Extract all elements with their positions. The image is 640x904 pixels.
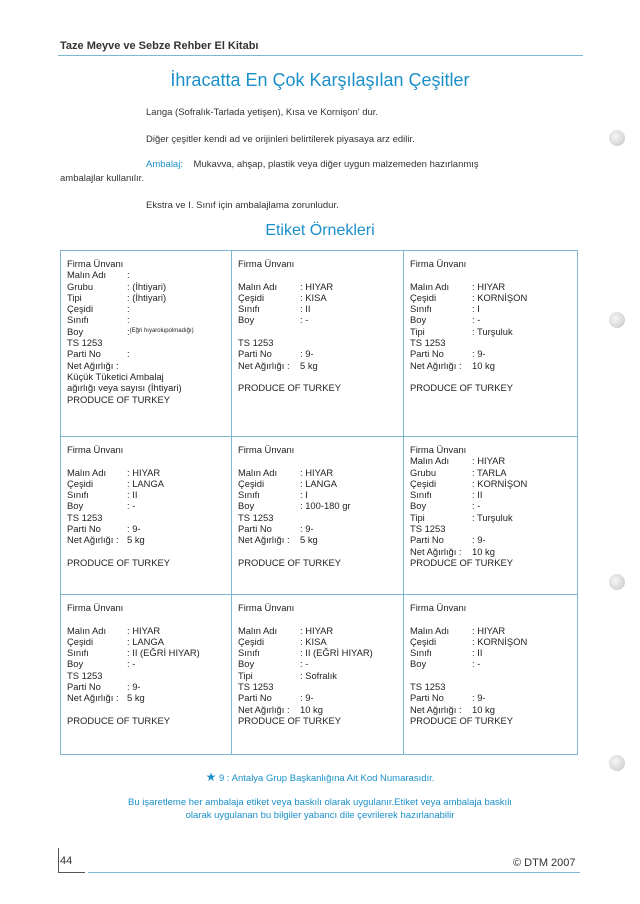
label-line xyxy=(238,478,397,489)
label-field-name: Boy xyxy=(410,314,427,326)
label-field-name: TS 1253 xyxy=(67,511,103,523)
label-line xyxy=(67,625,225,636)
label-field-name: Firma Ünvanı xyxy=(238,258,295,269)
label-line xyxy=(67,523,225,534)
label-field-value: : LANGA xyxy=(300,477,337,489)
label-field-name: TS 1253 xyxy=(67,669,103,681)
label-line xyxy=(238,704,397,715)
label-field-name: Firma Ünvanı xyxy=(67,258,124,269)
label-field-value: : II (EĞRİ HIYAR) xyxy=(300,647,373,659)
label-field-name: Parti No xyxy=(238,692,272,704)
label-line xyxy=(238,467,397,478)
label-field-value: : 9- xyxy=(127,681,141,693)
label-line xyxy=(410,382,571,393)
binder-hole-4 xyxy=(609,755,625,771)
label-field-value: 5 kg xyxy=(300,534,318,546)
label-field-name: Parti No xyxy=(67,348,101,360)
label-field-value: : (İhtiyari) xyxy=(127,280,167,292)
label-field-value: : I xyxy=(300,489,308,501)
label-line xyxy=(67,269,225,280)
label-field-value: : KORNİŞON xyxy=(472,291,528,303)
label-field-value: 5 kg xyxy=(300,359,318,371)
label-field-value: : HIYAR xyxy=(127,466,161,478)
paragraph-packaging xyxy=(146,159,479,170)
label-field-name: Çeşidi xyxy=(67,635,94,647)
label-field-value: : HIYAR xyxy=(300,466,334,478)
label-field-name: Boy xyxy=(238,314,255,326)
label-field-name: Grubu xyxy=(410,466,437,478)
label-line xyxy=(238,636,397,647)
label-line xyxy=(238,647,397,658)
label-field-name: PRODUCE OF TURKEY xyxy=(410,714,513,726)
label-line xyxy=(238,444,397,455)
label-field-name: Firma Ünvanı xyxy=(410,444,467,455)
label-field-note: (Eğri hıyarolupolmadığı) xyxy=(129,327,194,334)
label-line xyxy=(67,467,225,478)
label-field-value: : HIYAR xyxy=(300,280,334,292)
paragraph-varieties: Langa (Sofralık-Tarlada yetişen), Kısa ve Kornişon' dur. xyxy=(146,107,379,118)
section-title: Etiket Örnekleri xyxy=(265,222,375,239)
label-field-value: : - xyxy=(127,658,136,670)
label-field-name: Firma Ünvanı xyxy=(67,444,124,455)
label-field-value: : - xyxy=(300,314,309,326)
label-field-name: Parti No xyxy=(238,523,272,535)
label-field-name: PRODUCE OF TURKEY xyxy=(238,382,341,394)
label-line xyxy=(67,613,225,624)
star-icon: ★ xyxy=(205,770,217,784)
label-line xyxy=(67,303,225,314)
label-card xyxy=(404,251,577,437)
label-field-value: : II xyxy=(472,489,483,501)
label-line xyxy=(238,692,397,703)
label-field-name: Sınıfı xyxy=(410,489,432,501)
copyright: © DTM 2007 xyxy=(513,857,576,869)
label-field-name: Malın Adı xyxy=(67,269,107,281)
label-line xyxy=(67,371,225,382)
label-line xyxy=(67,337,225,348)
label-field-value: : - xyxy=(472,500,481,512)
label-field-value: : - xyxy=(472,314,481,326)
label-field-name: Boy xyxy=(67,658,84,670)
label-card xyxy=(232,251,404,437)
label-line xyxy=(410,546,571,557)
label-line xyxy=(238,337,397,348)
label-field-name: TS 1253 xyxy=(238,337,274,349)
label-field-name: Sınıfı xyxy=(67,647,89,659)
label-line xyxy=(67,326,225,337)
label-field-value: 5 kg xyxy=(127,534,145,546)
label-field-value: : HIYAR xyxy=(472,455,506,467)
label-line xyxy=(238,602,397,613)
label-field-name: Net Ağırlığı : xyxy=(238,534,290,546)
label-line xyxy=(410,557,571,568)
label-field-name: Parti No xyxy=(410,534,444,546)
label-line xyxy=(67,692,225,703)
label-field-value: : 9- xyxy=(472,692,486,704)
label-line xyxy=(67,281,225,292)
label-field-name: PRODUCE OF TURKEY xyxy=(67,393,170,405)
label-line xyxy=(410,636,571,647)
label-card xyxy=(61,251,232,437)
label-line xyxy=(238,281,397,292)
label-field-name: Net Ağırlığı : xyxy=(238,359,290,371)
label-field-name: Sınıfı xyxy=(67,314,89,326)
label-field-name: Çeşidi xyxy=(410,635,437,647)
label-line xyxy=(410,647,571,658)
label-field-name: Malın Adı xyxy=(67,624,107,636)
label-line xyxy=(67,314,225,325)
page-title: İhracatta En Çok Karşılaşılan Çeşitler xyxy=(170,70,470,90)
label-line xyxy=(238,715,397,726)
footer-text-line-2: olarak uygulanan bu bilgiler yabancı dile çevrilerek hazırlanabilir xyxy=(185,810,455,821)
label-line xyxy=(410,523,571,534)
label-card xyxy=(404,595,577,754)
label-field-value: : HIYAR xyxy=(127,624,161,636)
label-field-name: Net Ağırlığı : xyxy=(410,359,462,371)
label-line xyxy=(410,715,571,726)
label-field-value: : 9- xyxy=(300,348,314,360)
label-field-name: Çeşidi xyxy=(238,635,265,647)
label-field-name: TS 1253 xyxy=(410,523,446,535)
label-field-name: Parti No xyxy=(238,348,272,360)
label-field-value: : 9- xyxy=(472,348,486,360)
label-field-value: 10 kg xyxy=(300,703,323,715)
label-field-name: TS 1253 xyxy=(238,681,274,693)
label-line xyxy=(238,500,397,511)
label-field-name: Boy xyxy=(410,658,427,670)
label-field-name: Net Ağırlığı : xyxy=(238,703,290,715)
label-field-value: : - xyxy=(127,500,136,512)
label-line xyxy=(67,546,225,557)
label-line xyxy=(410,371,571,382)
label-field-value: : KISA xyxy=(300,291,327,303)
paragraph-packaging-continued: ambalajlar kullanılır. xyxy=(60,173,144,184)
label-line xyxy=(410,704,571,715)
label-line xyxy=(238,326,397,337)
label-field-value: : xyxy=(127,348,130,360)
label-field-name: Boy xyxy=(238,500,255,512)
footer-divider xyxy=(88,872,580,873)
label-field-name: Firma Ünvanı xyxy=(67,602,124,613)
label-field-name: Sınıfı xyxy=(238,489,260,501)
label-field-value: : KORNİŞON xyxy=(472,635,528,647)
label-line xyxy=(238,258,397,269)
label-field-name: Çeşidi xyxy=(410,291,437,303)
label-field-name: Net Ağırlığı : xyxy=(410,545,462,557)
label-field-name: Çeşidi xyxy=(67,303,94,315)
label-line xyxy=(238,348,397,359)
label-field-value: : LANGA xyxy=(127,477,164,489)
label-field-name: Malın Adı xyxy=(238,466,278,478)
label-field-value: : 9- xyxy=(472,534,486,546)
label-line xyxy=(238,670,397,681)
label-field-name: Sınıfı xyxy=(410,303,432,315)
label-line xyxy=(410,489,571,500)
label-line xyxy=(410,258,571,269)
label-field-value: : HIYAR xyxy=(472,280,506,292)
label-card xyxy=(404,437,577,595)
label-field-name: Boy xyxy=(67,325,84,337)
label-field-name: Malın Adı xyxy=(238,624,278,636)
label-line xyxy=(410,602,571,613)
label-line xyxy=(238,625,397,636)
label-field-name: PRODUCE OF TURKEY xyxy=(67,714,170,726)
label-line xyxy=(238,455,397,466)
label-line xyxy=(410,625,571,636)
label-line xyxy=(410,681,571,692)
label-line xyxy=(410,269,571,280)
label-field-value: : - xyxy=(472,658,481,670)
label-field-value: 10 kg xyxy=(472,545,495,557)
code-note xyxy=(0,770,640,784)
label-line xyxy=(410,613,571,624)
label-field-value: : 100-180 gr xyxy=(300,500,351,512)
label-card xyxy=(61,595,232,754)
label-field-value: : xyxy=(127,314,130,326)
label-line xyxy=(410,326,571,337)
label-line xyxy=(410,534,571,545)
label-field-name: PRODUCE OF TURKEY xyxy=(410,556,513,568)
binder-hole-3 xyxy=(609,574,625,590)
label-field-name: Sınıfı xyxy=(238,303,260,315)
packaging-label: Ambalaj: xyxy=(146,159,183,170)
label-line xyxy=(67,557,225,568)
label-line xyxy=(67,670,225,681)
label-field-value: : II xyxy=(300,303,311,315)
label-line xyxy=(67,715,225,726)
binder-hole-2 xyxy=(609,312,625,328)
label-field-name: Parti No xyxy=(410,348,444,360)
label-card xyxy=(232,595,404,754)
label-line xyxy=(67,348,225,359)
label-field-value: : Sofralık xyxy=(300,669,337,681)
label-field-value: : 9- xyxy=(300,692,314,704)
label-line xyxy=(67,444,225,455)
label-field-name: Firma Ünvanı xyxy=(410,258,467,269)
binder-hole-1 xyxy=(609,130,625,146)
header-divider xyxy=(58,55,583,56)
label-field-name: PRODUCE OF TURKEY xyxy=(238,714,341,726)
label-line xyxy=(67,394,225,405)
label-line xyxy=(238,489,397,500)
label-field-name: Küçük Tüketici Ambalaj xyxy=(67,370,164,382)
label-line xyxy=(238,382,397,393)
label-card xyxy=(61,437,232,595)
label-line xyxy=(238,681,397,692)
label-line xyxy=(67,681,225,692)
label-card xyxy=(232,437,404,595)
label-field-value: : - xyxy=(300,658,309,670)
label-field-name: Malın Adı xyxy=(410,280,450,292)
label-field-name: Net Ağırlığı : xyxy=(67,534,119,546)
label-line xyxy=(410,455,571,466)
label-field-name: ağırlığı veya sayısı (İhtiyari) xyxy=(67,382,182,394)
label-line xyxy=(238,546,397,557)
label-field-name: PRODUCE OF TURKEY xyxy=(410,382,513,394)
label-line xyxy=(238,658,397,669)
label-field-name: Malın Adı xyxy=(238,280,278,292)
paragraph-other-varieties: Diğer çeşitler kendi ad ve orijinleri belirtilerek piyasaya arz edilir. xyxy=(146,134,415,145)
label-field-name: Net Ağırlığı : xyxy=(67,359,119,371)
label-field-name: Malın Adı xyxy=(410,455,450,467)
label-field-value: 5 kg xyxy=(127,692,145,704)
label-line xyxy=(410,303,571,314)
label-line xyxy=(410,467,571,478)
label-line xyxy=(67,512,225,523)
label-field-name: TS 1253 xyxy=(238,511,274,523)
label-field-name: Net Ağırlığı : xyxy=(67,692,119,704)
label-line xyxy=(410,512,571,523)
label-line xyxy=(238,314,397,325)
label-field-value: : II xyxy=(472,647,483,659)
label-field-value: : 9- xyxy=(127,523,141,535)
label-line xyxy=(67,360,225,371)
label-line xyxy=(238,269,397,280)
label-field-name: Malın Adı xyxy=(410,624,450,636)
label-line xyxy=(238,534,397,545)
label-field-value: : I xyxy=(472,303,480,315)
label-line xyxy=(238,303,397,314)
label-field-name: Çeşidi xyxy=(238,477,265,489)
label-field-name: Sınıfı xyxy=(410,647,432,659)
label-line xyxy=(410,292,571,303)
label-line xyxy=(410,478,571,489)
label-field-value: 10 kg xyxy=(472,359,495,371)
label-field-name: TS 1253 xyxy=(67,337,103,349)
label-field-name: Malın Adı xyxy=(67,466,107,478)
label-field-name: Firma Ünvanı xyxy=(238,602,295,613)
label-field-name: Firma Ünvanı xyxy=(410,602,467,613)
label-field-name: PRODUCE OF TURKEY xyxy=(238,556,341,568)
label-field-name: Boy xyxy=(410,500,427,512)
label-field-name: Sınıfı xyxy=(238,647,260,659)
label-field-name: Çeşidi xyxy=(67,477,94,489)
label-field-value: : xyxy=(127,303,130,315)
label-line xyxy=(67,382,225,393)
label-line xyxy=(67,258,225,269)
label-line xyxy=(67,647,225,658)
label-field-name: PRODUCE OF TURKEY xyxy=(67,556,170,568)
label-field-name: Grubu xyxy=(67,280,94,292)
packaging-text: Mukavva, ahşap, plastik veya diğer uygun malzemeden hazırlanmış xyxy=(193,159,479,170)
label-field-value: : xyxy=(127,325,130,337)
label-field-name: TS 1253 xyxy=(410,681,446,693)
label-line xyxy=(410,500,571,511)
label-line xyxy=(67,455,225,466)
label-line xyxy=(238,371,397,382)
paragraph-mandatory-packaging: Ekstra ve I. Sınıf için ambalajlama zorunludur. xyxy=(146,200,339,211)
label-line xyxy=(410,314,571,325)
label-line xyxy=(238,557,397,568)
label-line xyxy=(238,292,397,303)
page-number: 44 xyxy=(60,855,73,867)
label-line xyxy=(410,281,571,292)
label-field-value: : xyxy=(127,269,130,281)
label-field-value: : KISA xyxy=(300,635,327,647)
label-field-name: TS 1253 xyxy=(410,337,446,349)
label-field-value: : HIYAR xyxy=(472,624,506,636)
label-examples-grid xyxy=(60,250,578,755)
label-field-name: Firma Ünvanı xyxy=(238,444,295,455)
label-field-name: Tipi xyxy=(67,291,82,303)
label-field-name: Tipi xyxy=(238,669,253,681)
label-line xyxy=(67,489,225,500)
label-field-name: Parti No xyxy=(67,523,101,535)
label-field-name: Sınıfı xyxy=(67,489,89,501)
label-line xyxy=(410,444,571,455)
label-line xyxy=(410,692,571,703)
label-line xyxy=(238,512,397,523)
footer-text-line-1: Bu işaretleme her ambalaja etiket veya baskılı olarak uygulanır.Etiket veya ambalaja baskılı xyxy=(128,797,512,808)
label-line xyxy=(67,500,225,511)
label-field-value: : Turşuluk xyxy=(472,325,513,337)
label-field-value: : Turşuluk xyxy=(472,511,513,523)
label-line xyxy=(238,360,397,371)
label-line xyxy=(410,658,571,669)
label-field-name: Net Ağırlığı : xyxy=(410,703,462,715)
label-field-value: : II xyxy=(127,489,138,501)
label-line xyxy=(67,478,225,489)
label-line xyxy=(238,613,397,624)
label-field-name: Çeşidi xyxy=(410,477,437,489)
label-line xyxy=(410,337,571,348)
label-field-value: : LANGA xyxy=(127,635,164,647)
label-field-value: : TARLA xyxy=(472,466,507,478)
label-field-name: Tipi xyxy=(410,511,425,523)
label-line xyxy=(67,658,225,669)
book-header: Taze Meyve ve Sebze Rehber El Kitabı xyxy=(60,40,259,52)
label-line xyxy=(238,523,397,534)
label-field-value: : HIYAR xyxy=(300,624,334,636)
label-field-value: : II (EĞRİ HIYAR) xyxy=(127,647,200,659)
label-field-name: Parti No xyxy=(67,681,101,693)
label-field-value: : (İhtiyari) xyxy=(127,291,167,303)
label-field-name: Boy xyxy=(67,500,84,512)
label-line xyxy=(67,636,225,647)
label-line xyxy=(67,292,225,303)
label-line xyxy=(67,534,225,545)
label-field-name: Parti No xyxy=(410,692,444,704)
label-line xyxy=(410,360,571,371)
label-field-value: : KORNİŞON xyxy=(472,477,528,489)
label-line xyxy=(67,602,225,613)
label-field-name: Çeşidi xyxy=(238,291,265,303)
label-field-name: Boy xyxy=(238,658,255,670)
label-line xyxy=(410,348,571,359)
label-field-value: : 9- xyxy=(300,523,314,535)
label-field-name: Tipi xyxy=(410,325,425,337)
label-line xyxy=(67,704,225,715)
label-line xyxy=(410,670,571,681)
label-field-value: 10 kg xyxy=(472,703,495,715)
code-note-text: 9 : Antalya Grup Başkanlığına Ait Kod Numarasıdır. xyxy=(218,773,435,784)
